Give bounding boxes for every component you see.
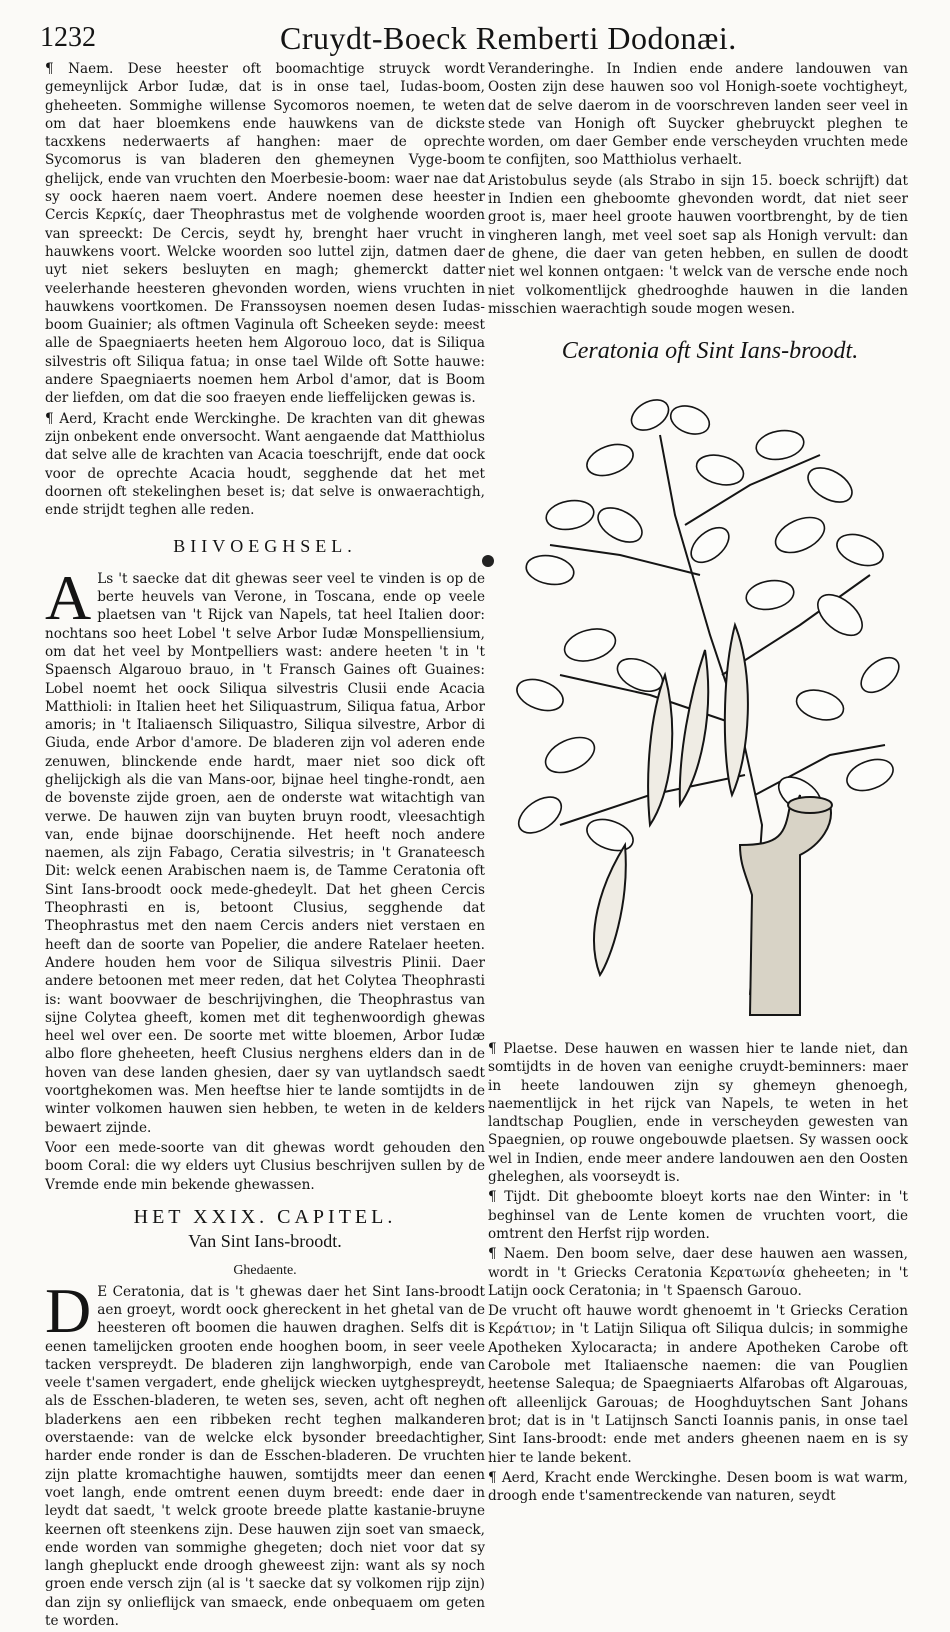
ghedaente-label: Ghedaente. bbox=[233, 1263, 297, 1279]
ghedaente-paragraph bbox=[45, 1274, 485, 1631]
aristobulus-paragraph: Aristobulus seyde (als Strabo in sijn 15. boeck schrijft) dat in Indien een gheboomte ghevonden wordt, dat niet seer groot is, maer heel groote hauwen voortbrenght, by de tien vingheren langh, met veel soet sap als Honigh vervult: dan de ghene, die daer van geten hebben, en sullen de doodt niet wel konnen ontgaen: 't welck van de versche ende noch niet volkomentlijck ghedrooghde hauwen in die landen misschien waerachtigh soude mogen wesen. bbox=[488, 172, 908, 317]
plaetse-paragraph: ¶ Plaetse. Dese hauwen en wassen hier te lande niet, dan somtijdts in de hoven van eenighe cruydt-beminners: maer in heete landouwen zijn sy ghemeyn ghenoegh, naementlijck in het rijck van Napels, te weten in het landtschap Pouglien, ende in verscheyden gewesten van Spaegnien, op rouwe ongebouwde plaetsen. Sy wassen oock wel in Indien, ende meer andere landouwen aen den Oosten gheleghen, als voorseydt is. bbox=[488, 1041, 908, 1186]
page-number: 1232 bbox=[40, 22, 96, 53]
ghedaente-dropcap: D bbox=[45, 1274, 92, 1346]
naem-paragraph: ¶ Naem. Dese heester oft boomachtige struyck wordt gemeynlijck Arbor Iudæ, dat is in onse tael, Iudas-boom, gheheeten. Sommighe willense Sycomoros noemen, te weten om dat haer bloemkens ende hauwkens van de dickste tacxkens nederwaerts af hanghen: maer de oprechte Sycomorus is van bladeren den ghemeynen Vyge-boom ghelijck, ende van vruchten den Moerbesie-boom: waer nae dat sy oock haeren naem voert. Andere noemen dese heester Cercis Κερκίς, daer Theophrastus met de volghende woorden van spreeckt: De Cercis, seydt hy, brenght haer vrucht in hauwkens voort. Welcke woorden soo luttel zijn, datmen daer uyt niet sekers besluyten en magh; ghemerckt datter veelerhande heesteren ghevonden worden, wiens vruchten in hauwkens voortkomen. De Franssoysen noemen desen Iudas-boom Guainier; als oftmen Vaginula oft Scheeken seyde: meest alle de Spaegniaerts heeten hem Algorouo loco, dat is Siliqua silvestris oft Siliqua fatua; in onse tael Wilde oft Sotte hauwe: andere Spaegniaerts noemen hem Arbol d'amor, dat is Boom der liefden, om dat die soo fraeyen ende lieffelijcken gewas is. bbox=[45, 61, 485, 407]
page-header bbox=[40, 18, 910, 58]
pod-3 bbox=[648, 675, 672, 825]
aerd-paragraph: ¶ Aerd, Kracht ende Werckinghe. De krachten van dit ghewas zijn onbekent ende onversocht. Want aengaende dat Matthiolus dat selve alle de krachten van Acacia toeschrijft, ende dat oock voor de oprechte Acacia houdt, segghende dat het met doornen oft stekelinghen beset is; dat selve is onwaerachtigh, ende strijdt teghen alle reden. bbox=[45, 410, 485, 519]
veranderinghe-paragraph: Veranderinghe. In Indien ende andere landouwen van Oosten zijn dese hauwen soo vol Honigh-soete vochtigheyt, dat de selve daerom in de voorschreven landen seer veel in stede van Honigh oft Suycker ghebruyckt pleghen te worden, om daer Gember ende verscheyden vruchten mede te confijten, soo Matthiolus verhaelt. bbox=[488, 61, 908, 169]
stump-top bbox=[788, 797, 832, 813]
pod-2 bbox=[680, 650, 708, 805]
chapter-subtitle: Van Sint Ians-broodt. bbox=[188, 1231, 342, 1252]
right-column-top bbox=[488, 60, 908, 320]
bijvoeghsel-paragraph-2: Voor een mede-soorte van dit ghewas wordt gehouden den boom Coral: die wy elders uyt Clusius beschrijven sullen by de Vremde ende min bekende ghewassen. bbox=[45, 1139, 485, 1193]
bijvoeghsel-paragraph bbox=[45, 561, 485, 1137]
vrucht-paragraph: De vrucht oft hauwe wordt ghenoemt in 't Griecks Ceration Κεράτιον; in 't Latijn Siliqua oft Siliqua dulcis; in sommighe Apotheken Xylocaracta; in andere Apotheken Carobe oft Carobole met Italiaensche naemen: die van Pouglien heetense Salequa; de Spaegniaerts Alfarobas oft Algarouas, oft alleenlijck Garouas; de Hooghduytschen Sant Johans brot; dat is in 't Latijnsch Sancti Ioannis panis, in onse tael Sint Ians-broodt: ende met anders gheenen naem en is sy hier te lande bekent. bbox=[488, 1303, 908, 1466]
ink-blot bbox=[482, 555, 494, 567]
right-column-bottom bbox=[488, 1040, 908, 1507]
pod-4 bbox=[594, 845, 626, 975]
bijvoeghsel-dropcap: A bbox=[45, 561, 92, 633]
aerd-paragraph-2: ¶ Aerd, Kracht ende Werckinghe. Desen boom is wat warm, droogh ende t'samentreckende van naturen, seydt bbox=[488, 1469, 908, 1505]
naem-paragraph-2: ¶ Naem. Den boom selve, daer dese hauwen aen wassen, wordt in 't Griecks Ceratonia Κερατωνία gheheeten; in 't Latijn oock Ceratonia; in 't Spaensch Garouo. bbox=[488, 1246, 908, 1299]
bijvoeghsel-text: Ls 't saecke dat dit ghewas seer veel te vinden is op de berte heuvels van Verone, in Toscana, ende op veele plaetsen van 't Rijck van Napels, tat heel Italien door: nochtans soo heet Lobel 't selve Arbor Iudæ Monspelliensium, om dat het veel by Montpelliers wast: andere heeten 't in 't Spaensch Algarouo brauo, in 't Fransch Gaines oft Guaines: Lobel noemt het oock Siliqua silvestris Clusii ende Acacia Matthioli: in Italien heet het Siliquastrum, Siliqua fatua, Arbor amoris; in 't Italiaensch Siliquastro, Siliqua silvestre, Arbor di Giuda, ende Arbor d'amore. De bladeren zijn vol aderen ende zenuwen, blinckende ende hardt, maer niet soo dick oft ghelijckigh als die van Mans-oor, bijnae heel tinghe-rondt, aen de bovenste zijde groen, aen de onderste wat witachtigh van verwe. De hauwen zijn van buyten bruyn roodt, vleesachtigh van, ende bijnae doorschijnende. Het heeft noch andere naemen, als zijn Fabago, Ceratia silvestris; in 't Granateesch Dit: welck eenen Arabischen naem is, de Tamme Ceratonia oft Sint Ians-broodt oock mede-ghedeylt. Dat het gheen Cercis Theophrasti en is, betoont Clusius, segghende dat Theophrastus met den naem Cercis anders niet verstaen en heeft dan de soorte van Popelier, die andere Ratelaer heeten. Andere houden hem voor de Siliqua silvestris Plinii. Daer andere betoonen met meer reden, dat het Colytea Theophrasti is: want boovwaer de beschrijvinghen, die Theophrastus van sijne Colytea gheeft, komen met dit teghenwoordigh ghewas heel wel over een. De soorte met witte bloemen, Arbor Iudæ albo flore gheheeten, heeft Clusius nerghens elders dan in de hoven van dese landen ghesien, daer sy van uytlandsch saedt voortghekomen was. Men heeftse hier te lande somtijdts in de winter volkomen hauwen sien hebben, te weten in de kelders bewaert zijnde. bbox=[45, 570, 485, 1136]
ceratonia-woodcut bbox=[500, 375, 900, 1025]
chapter-heading: HET XXIX. CAPITEL. bbox=[133, 1205, 397, 1228]
pod-1 bbox=[725, 625, 748, 795]
figure-caption: Ceratonia oft Sint Ians-broodt. bbox=[561, 338, 859, 364]
left-column bbox=[45, 60, 485, 1632]
bijvoeghsel-heading: BIIVOEGHSEL. bbox=[173, 536, 357, 557]
running-title: Cruydt-Boeck Remberti Dodonæi. bbox=[280, 20, 737, 56]
ghedaente-text: E Ceratonia, dat is 't ghewas daer het Sint Ians-broodt aen groeyt, wordt oock ghereckent in het ghetal van de heesteren oft boomen die hauwen draghen. Selfs dit is eenen tamelijcken grooten ende hooghen boom, in seer veele tacken verspreydt. De bladeren zijn langhworpigh, ende van veele t'samen vergadert, ende ghelijck wiecken uytghespreydt, als de Esschen-bladeren, te weten ses, seven, acht oft neghen bladerkens aen een ribbeken recht teghen malkanderen overstaende: van de welcke elck bysonder breedachtigher, harder ende ronder is dan de Esschen-bladeren. De vruchten zijn platte kromachtighe hauwen, somtijdts meer dan eenen voet langh, ende omtrent eenen duym breedt: ende daer in leydt dat saedt, 't welck groote breede platte kastanie-bruyne keernen oft steenkens zijn. Dese hauwen zijn soet van smaeck, ende worden van sommighe ghegeten; doch niet voor dat sy langh ghepluckt ende droogh gheweest zijn: want als sy noch groen ende versch zijn (al is 't saecke dat sy volkomen rijp zijn) dan zijn sy onlieflijck van smaeck, ende onbequaem om geten te worden. bbox=[45, 1283, 485, 1630]
cut-stump bbox=[740, 805, 831, 1015]
tijdt-paragraph: ¶ Tijdt. Dit gheboomte bloeyt korts nae den Winter: in 't beghinsel van de Lente komen de vruchten voort, die omtrent den Herfst rijp worden. bbox=[488, 1189, 908, 1242]
